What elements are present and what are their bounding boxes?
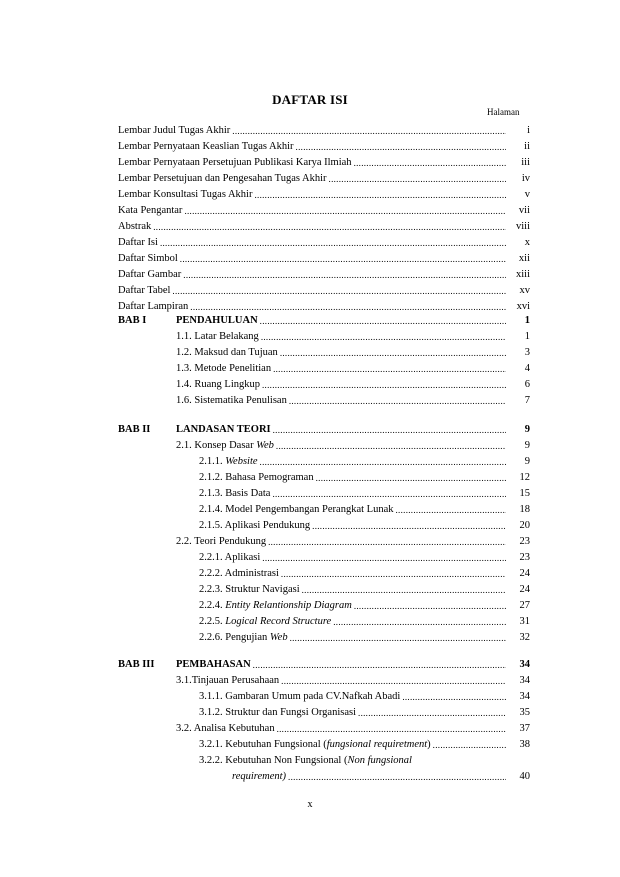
toc-entry[interactable]: 2.1.4. Model Pengembangan Perangkat Lunak ..... 18 [199,502,530,516]
chapter-number: BAB III [118,659,155,670]
toc-entry[interactable]: 2.2.3. Struktur Navigasi ..... 24 [199,582,530,596]
leader-dots [153,221,506,233]
leader-dots [290,632,506,644]
leader-dots [288,771,506,783]
toc-entry[interactable]: Abstrak ..... viii [118,219,530,233]
toc-entry[interactable]: 3.2.1. Kebutuhan Fungsional (fungsional requiretment) ..... 38 [199,737,530,751]
toc-entry[interactable]: 2.2.6. Pengujian Web ..... 32 [199,630,530,644]
toc-entry[interactable]: Lembar Judul Tugas Akhir ..... i [118,123,530,137]
toc-entry[interactable]: 2.1.2. Bahasa Pemograman ..... 12 [199,470,530,484]
leader-dots [190,301,506,313]
leader-dots [272,488,506,500]
leader-dots [402,691,506,703]
leader-dots [296,141,506,153]
leader-dots [183,269,506,281]
leader-dots [276,440,506,452]
leader-dots [281,675,506,687]
toc-entry[interactable]: Daftar Gambar ..... xiii [118,267,530,281]
leader-dots [254,189,506,201]
leader-dots [261,331,506,343]
leader-dots [333,616,506,628]
leader-dots [358,707,506,719]
toc-chapter[interactable]: PEMBAHASAN ..... 34 [176,657,530,671]
toc-entry[interactable]: Daftar Tabel ..... xv [118,283,530,297]
toc-entry[interactable]: Daftar Lampiran ..... xvi [118,299,530,313]
leader-dots [232,125,506,137]
toc-entry[interactable]: 2.1.1. Website ..... 9 [199,454,530,468]
toc-entry[interactable]: 1.1. Latar Belakang ..... 1 [176,329,530,343]
leader-dots [253,659,506,671]
leader-dots [262,552,506,564]
leader-dots [312,520,506,532]
leader-dots [180,253,506,265]
leader-dots [354,157,506,169]
toc-entry[interactable]: Kata Pengantar ..... vii [118,203,530,217]
toc-entry[interactable]: Lembar Pernyataan Persetujuan Publikasi Karya Ilmiah ..... iii [118,155,530,169]
toc-entry[interactable]: 2.2. Teori Pendukung ..... 23 [176,534,530,548]
leader-dots [396,504,507,516]
toc-entry[interactable]: 3.1.Tinjauan Perusahaan ..... 34 [176,673,530,687]
toc-entry[interactable]: 2.1.5. Aplikasi Pendukung ..... 20 [199,518,530,532]
toc-entry[interactable]: 2.1. Konsep Dasar Web ..... 9 [176,438,530,452]
toc-entry[interactable]: 2.2.2. Administrasi ..... 24 [199,566,530,580]
leader-dots [184,205,506,217]
toc-chapter[interactable]: PENDAHULUAN ..... 1 [176,313,530,327]
page-title: DAFTAR ISI [272,92,348,107]
leader-dots [262,379,506,391]
leader-dots [316,472,506,484]
leader-dots [273,424,506,436]
toc-entry[interactable]: 3.1.2. Struktur dan Fungsi Organisasi ..... 35 [199,705,530,719]
leader-dots [277,723,506,735]
leader-dots [281,568,506,580]
toc-entry-line1[interactable]: 3.2.2. Kebutuhan Non Fungsional (Non fungsional [199,755,412,766]
leader-dots [302,584,506,596]
leader-dots [280,347,506,359]
toc-entry[interactable]: 2.2.4. Entity Relantionship Diagram ..... 27 [199,598,530,612]
leader-dots [329,173,506,185]
toc-entry[interactable]: Lembar Persetujuan dan Pengesahan Tugas Akhir ..... iv [118,171,530,185]
leader-dots [260,315,506,327]
page-column-header: Halaman [487,107,520,117]
toc-entry[interactable]: 2.2.5. Logical Record Structure ..... 31 [199,614,530,628]
leader-dots [260,456,506,468]
leader-dots [433,739,506,751]
leader-dots [273,363,506,375]
toc-entry[interactable]: Lembar Konsultasi Tugas Akhir ..... v [118,187,530,201]
chapter-number: BAB II [118,424,151,435]
leader-dots [289,395,506,407]
toc-entry[interactable]: 2.1.3. Basis Data ..... 15 [199,486,530,500]
chapter-number: BAB I [118,315,147,326]
toc-entry[interactable]: Daftar Simbol ..... xii [118,251,530,265]
toc-entry[interactable]: 3.2. Analisa Kebutuhan ..... 37 [176,721,530,735]
toc-entry[interactable]: 1.4. Ruang Lingkup ..... 6 [176,377,530,391]
toc-entry[interactable]: Lembar Pernyataan Keaslian Tugas Akhir ..... ii [118,139,530,153]
toc-entry-line2[interactable]: requirement) ..... 40 [232,769,530,783]
toc-entry[interactable]: 1.3. Metode Penelitian ..... 4 [176,361,530,375]
toc-entry[interactable]: 1.6. Sistematika Penulisan ..... 7 [176,393,530,407]
leader-dots [354,600,506,612]
leader-dots [268,536,506,548]
toc-entry[interactable]: 1.2. Maksud dan Tujuan ..... 3 [176,345,530,359]
page-number-footer: x [307,799,313,810]
toc-chapter[interactable]: LANDASAN TEORI ..... 9 [176,422,530,436]
leader-dots [172,285,506,297]
toc-entry[interactable]: Daftar Isi ..... x [118,235,530,249]
toc-entry[interactable]: 2.2.1. Aplikasi ..... 23 [199,550,530,564]
leader-dots [160,237,506,249]
toc-entry[interactable]: 3.1.1. Gambaran Umum pada CV.Nafkah Abadi ..... 34 [199,689,530,703]
